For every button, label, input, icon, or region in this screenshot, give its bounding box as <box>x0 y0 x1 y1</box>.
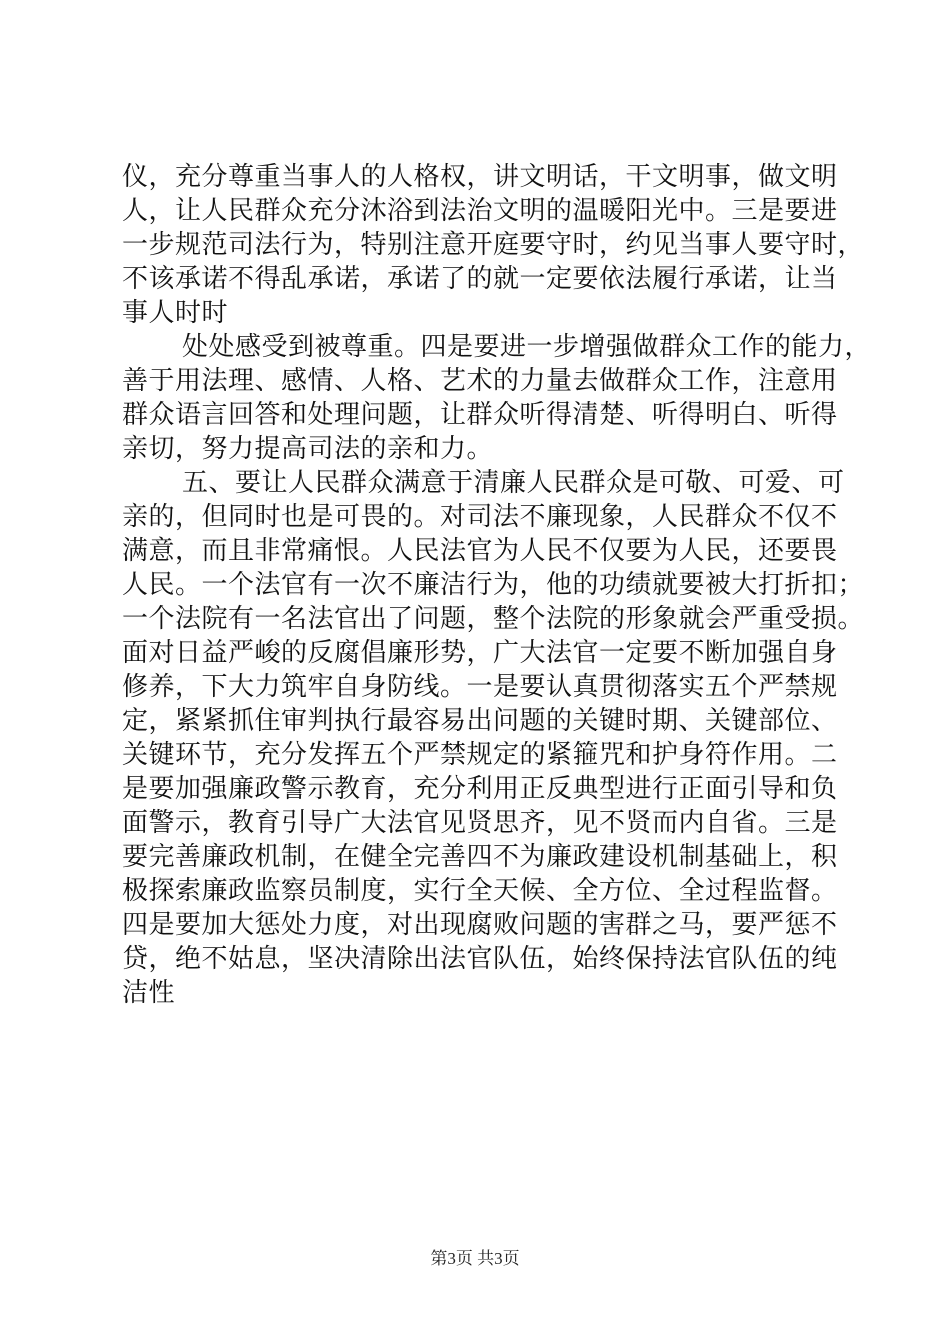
text-line: 关键环节，充分发挥五个严禁规定的紧箍咒和护身符作用。二 <box>122 740 838 770</box>
document-body <box>122 160 872 1010</box>
text-line: 亲切，努力提高司法的亲和力。 <box>122 434 494 464</box>
text-line: 不该承诺不得乱承诺，承诺了的就一定要依法履行承诺，让当 <box>122 264 838 294</box>
text-line: 仪，充分尊重当事人的人格权，讲文明话，干文明事，做文明 <box>122 162 838 192</box>
text-line: 处处感受到被尊重。四是要进一步增强做群众工作的能力， <box>182 332 872 362</box>
text-line: 面对日益严峻的反腐倡廉形势，广大法官一定要不断加强自身 <box>122 638 838 668</box>
page-footer: 第3页 共3页 <box>430 1249 520 1268</box>
text-line: 一个法院有一名法官出了问题，整个法院的形象就会严重受损。 <box>122 604 865 634</box>
text-line: 面警示，教育引导广大法官见贤思齐，见不贤而内自省。三是 <box>122 808 838 838</box>
text-line: 善于用法理、感情、人格、艺术的力量去做群众工作，注意用 <box>122 366 838 396</box>
text-line: 一步规范司法行为，特别注意开庭要守时，约见当事人要守时， <box>122 230 865 260</box>
text-line: 亲的，但同时也是可畏的。对司法不廉现象，人民群众不仅不 <box>122 502 838 532</box>
text-line: 定，紧紧抓住审判执行最容易出问题的关键时期、关键部位、 <box>122 706 838 736</box>
text-line: 满意，而且非常痛恨。人民法官为人民不仅要为人民，还要畏 <box>122 536 838 566</box>
text-line: 四是要加大惩处力度，对出现腐败问题的害群之马，要严惩不 <box>122 910 838 940</box>
text-line: 修养，下大力筑牢自身防线。一是要认真贯彻落实五个严禁规 <box>122 672 838 702</box>
text-line: 群众语言回答和处理问题，让群众听得清楚、听得明白、听得 <box>122 400 838 430</box>
text-line: 洁性 <box>122 978 176 1008</box>
text-line: 五、要让人民群众满意于清廉人民群众是可敬、可爱、可 <box>182 468 845 498</box>
text-line: 要完善廉政机制，在健全完善四不为廉政建设机制基础上，积 <box>122 842 838 872</box>
text-line: 贷，绝不姑息，坚决清除出法官队伍，始终保持法官队伍的纯 <box>122 944 838 974</box>
text-line: 人，让人民群众充分沐浴到法治文明的温暖阳光中。三是要进 <box>122 196 838 226</box>
text-line: 事人时时 <box>122 298 229 328</box>
text-line: 是要加强廉政警示教育，充分利用正反典型进行正面引导和负 <box>122 774 838 804</box>
text-line: 人民。一个法官有一次不廉洁行为，他的功绩就要被大打折扣； <box>122 570 865 600</box>
text-line: 极探索廉政监察员制度，实行全天候、全方位、全过程监督。 <box>122 876 838 906</box>
